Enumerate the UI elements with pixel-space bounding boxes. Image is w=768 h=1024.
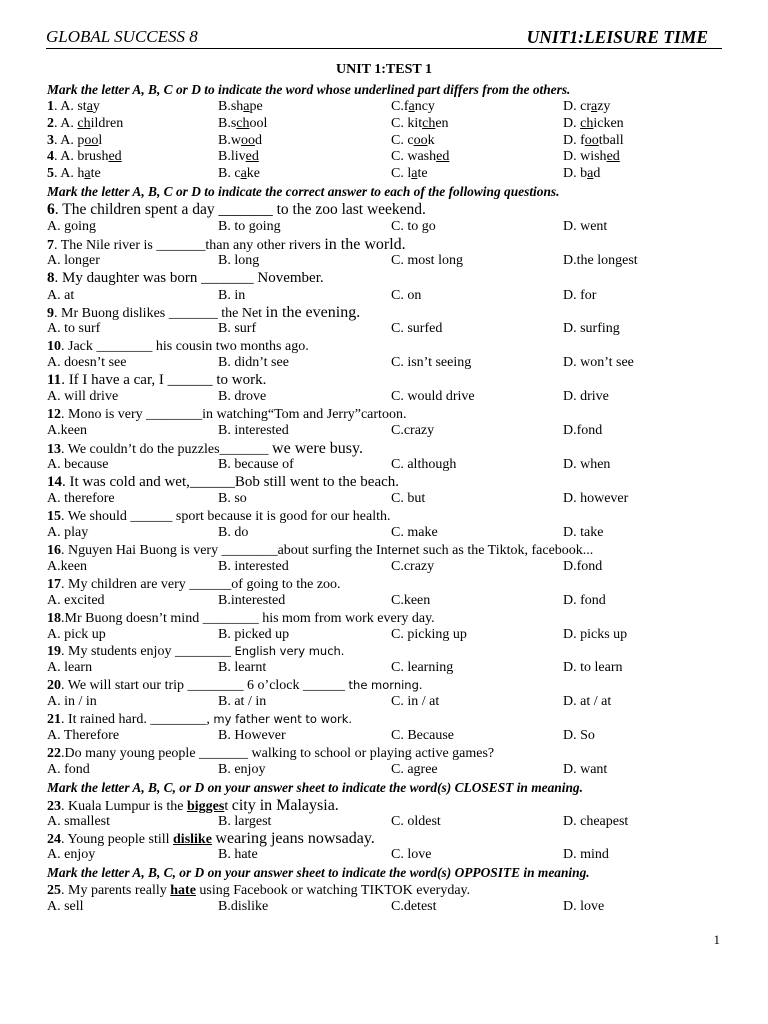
option-a: A. going xyxy=(47,219,96,235)
option-b: B. didn’t see xyxy=(218,355,289,371)
option-a xyxy=(47,133,102,150)
options-row xyxy=(47,559,727,576)
question-stem xyxy=(47,406,727,423)
option-c: C.crazy xyxy=(391,558,435,574)
option-d: D. cheapest xyxy=(563,813,629,829)
option-a: A. longer xyxy=(47,253,100,269)
option-a: A.keen xyxy=(47,423,88,439)
option-text: k xyxy=(427,132,435,148)
option-text: C. l xyxy=(391,166,412,182)
question-stem xyxy=(47,797,727,814)
question-number: 18 xyxy=(47,610,61,626)
options-row xyxy=(47,593,727,610)
question-stem xyxy=(47,542,727,559)
option-d: D. picks up xyxy=(563,626,628,642)
question-number: 7 xyxy=(47,238,54,254)
underlined-part: ch xyxy=(580,115,594,131)
question-text: . The children spent a day _______ to the zoo last weekend. xyxy=(54,200,426,218)
option-text: D. b xyxy=(563,166,588,182)
question-stem xyxy=(47,474,727,492)
option-b: B. because of xyxy=(218,457,294,473)
option-a: A. Therefore xyxy=(47,727,120,743)
option-a: A. pick up xyxy=(47,626,106,642)
question-stem xyxy=(47,830,727,847)
option-b: B. in xyxy=(218,287,246,303)
question-number: 8 xyxy=(47,270,55,287)
option-b xyxy=(218,116,267,133)
option-text: pe xyxy=(249,99,263,114)
number-dot: . xyxy=(54,115,61,131)
option-text: ke xyxy=(246,166,260,182)
option-b: B. long xyxy=(218,253,260,269)
question-number: 11 xyxy=(47,371,62,388)
question-text: . We should ______ sport because it is good for our health. xyxy=(61,509,391,525)
test-content xyxy=(47,81,727,916)
option-b: B. drove xyxy=(218,389,267,405)
option-c: C. in / at xyxy=(391,694,440,710)
option-c: C. learning xyxy=(391,660,454,676)
options-row xyxy=(47,457,727,474)
question-number: 23 xyxy=(47,798,61,814)
options-row xyxy=(47,728,727,745)
options-row xyxy=(47,423,727,440)
option-d: D. love xyxy=(563,899,605,915)
underlined-part: ed xyxy=(606,149,620,165)
option-b: B. hate xyxy=(218,847,258,863)
question-number: 12 xyxy=(47,407,61,423)
option-c: C. love xyxy=(391,847,432,863)
question-stem xyxy=(47,236,727,253)
option-text: icken xyxy=(593,115,624,131)
option-c: C. surfed xyxy=(391,321,443,337)
underlined-part: ed xyxy=(245,149,259,165)
question-text: . The Nile river is _______than any other rivers xyxy=(54,238,325,254)
underlined-part: ch xyxy=(77,115,91,131)
option-d: D. for xyxy=(563,287,597,303)
question-stem xyxy=(47,882,727,899)
option-a: A. enjoy xyxy=(47,847,96,863)
question-stem xyxy=(47,338,727,355)
option-a: A. because xyxy=(47,457,109,473)
page-number: 1 xyxy=(713,932,720,947)
question-number: 13 xyxy=(47,442,61,458)
option-a: A. at xyxy=(47,287,75,303)
question-number: 5 xyxy=(47,166,54,182)
options-row xyxy=(47,694,727,711)
question-stem xyxy=(47,745,727,762)
option-c xyxy=(391,99,435,116)
underlined-part: a xyxy=(84,166,91,182)
question-number: 16 xyxy=(47,542,61,558)
option-d: D. want xyxy=(563,761,608,777)
question-stem xyxy=(47,576,727,593)
option-text: d xyxy=(254,132,262,148)
option-text: ncy xyxy=(414,99,435,114)
option-b: B. surf xyxy=(218,321,257,337)
question-text: . Nguyen Hai Buong is very ________about surfing the Internet such as the Tiktok, facebook... xyxy=(61,542,594,558)
question-number: 15 xyxy=(47,509,61,525)
question-tail: in the world. xyxy=(324,236,406,254)
option-d xyxy=(563,149,620,166)
underlined-part: a xyxy=(86,99,93,114)
options-row xyxy=(47,149,727,166)
question-number: 20 xyxy=(47,678,61,694)
options-row xyxy=(47,288,727,305)
option-d xyxy=(563,99,610,116)
question-text: . Kuala Lumpur is the xyxy=(61,798,187,814)
option-text: A. p xyxy=(60,132,85,148)
option-b: B. so xyxy=(218,491,247,507)
option-b: B. interested xyxy=(218,423,289,439)
option-text: te xyxy=(417,166,428,182)
question-stem xyxy=(47,677,727,694)
option-d: D.fond xyxy=(563,423,603,439)
option-b: B. to going xyxy=(218,219,281,235)
options-row xyxy=(47,355,727,372)
question-stem xyxy=(47,270,727,288)
option-text: A. xyxy=(60,115,78,131)
question-stem xyxy=(47,304,727,321)
option-d: D. drive xyxy=(563,389,609,405)
underlined-part: ch xyxy=(422,115,436,131)
header-left: GLOBAL SUCCESS 8 xyxy=(46,27,198,46)
underlined-part: oo xyxy=(240,132,255,148)
question-number: 17 xyxy=(47,576,61,592)
underlined-part: oo xyxy=(84,132,99,148)
option-a xyxy=(47,149,122,166)
number-dot: . xyxy=(54,166,61,182)
question-text: using Facebook or watching TIKTOK everyday. xyxy=(195,883,471,899)
question-text: . It rained hard. ________, xyxy=(61,711,214,727)
option-b xyxy=(218,133,262,150)
option-text: A. h xyxy=(60,166,85,182)
option-text: B.sh xyxy=(218,99,244,114)
option-c: C. but xyxy=(391,491,426,507)
question-number: 9 xyxy=(47,306,54,322)
options-row xyxy=(47,389,727,406)
option-b: B. However xyxy=(218,727,286,743)
question-text: . My children are very ______of going to the zoo. xyxy=(61,576,341,592)
option-a xyxy=(47,166,101,183)
question-text: . My daughter was born _______ November. xyxy=(54,270,324,287)
number-dot: . xyxy=(54,99,61,114)
option-c: C. agree xyxy=(391,761,438,777)
question-text: . It was cold and wet,______Bob still went to the beach. xyxy=(62,473,400,490)
question-number: 3 xyxy=(47,132,54,148)
options-row xyxy=(47,253,727,270)
option-text: C. kit xyxy=(391,115,423,131)
option-text: A. st xyxy=(60,99,87,114)
question-text: . Mr Buong dislikes _______ the Net xyxy=(54,306,266,322)
option-b: B. at / in xyxy=(218,694,267,710)
option-b: B. largest xyxy=(218,813,272,829)
option-a: A. will drive xyxy=(47,389,119,405)
option-a: A. play xyxy=(47,525,89,541)
option-c xyxy=(391,133,435,150)
options-row xyxy=(47,133,727,150)
option-a: A.keen xyxy=(47,558,88,574)
option-d: D. went xyxy=(563,219,608,235)
option-d: D. when xyxy=(563,457,611,473)
option-d: D.fond xyxy=(563,558,603,574)
question-text: . My students enjoy ________ xyxy=(61,644,235,660)
question-tail: my father went to work. xyxy=(213,711,353,726)
question-number: 25 xyxy=(47,883,61,899)
option-b: B. picked up xyxy=(218,626,290,642)
option-text: D. cr xyxy=(563,99,591,114)
underlined-part: a xyxy=(243,99,250,114)
options-row xyxy=(47,762,727,779)
option-text: C. c xyxy=(391,132,414,148)
underlined-part: a xyxy=(591,99,598,114)
option-c: C. make xyxy=(391,525,438,541)
underlined-part: ed xyxy=(108,149,122,165)
question-tail: city in Malaysia. xyxy=(231,796,339,814)
question-tail: in the evening. xyxy=(265,304,361,322)
option-text: B.s xyxy=(218,115,237,131)
option-d: D. mind xyxy=(563,847,609,863)
question-number: 10 xyxy=(47,339,61,355)
option-text: te xyxy=(90,166,101,182)
question-number: 6 xyxy=(47,200,55,218)
option-c: C. would drive xyxy=(391,389,475,405)
option-b: B.dislike xyxy=(218,899,269,915)
option-b xyxy=(218,149,259,166)
option-text: D. wish xyxy=(563,149,607,165)
option-a: A. sell xyxy=(47,899,84,915)
option-d xyxy=(563,166,600,183)
option-a: A. doesn’t see xyxy=(47,355,127,371)
option-b: B.interested xyxy=(218,592,286,608)
option-d: D. surfing xyxy=(563,321,620,337)
option-a: A. therefore xyxy=(47,491,115,507)
option-a: A. in / in xyxy=(47,694,97,710)
options-row xyxy=(47,660,727,677)
option-d: D. take xyxy=(563,525,604,541)
option-text: B.liv xyxy=(218,149,246,165)
question-number: 21 xyxy=(47,711,61,727)
option-b: B. enjoy xyxy=(218,761,266,777)
options-row xyxy=(47,99,727,116)
option-text: d xyxy=(593,166,601,182)
option-d: D. to learn xyxy=(563,660,623,676)
option-text: C.f xyxy=(391,99,409,114)
option-c: C. Because xyxy=(391,727,454,743)
option-a: A. excited xyxy=(47,592,105,608)
question-number: 14 xyxy=(47,473,62,490)
page-header xyxy=(46,26,722,49)
option-d: D. fond xyxy=(563,592,606,608)
question-tail: English very much. xyxy=(234,644,345,659)
option-b: B. interested xyxy=(218,558,289,574)
question-text: .Do many young people _______ walking to school or playing active games? xyxy=(61,745,495,761)
option-a xyxy=(47,116,123,133)
question-stem xyxy=(47,372,727,390)
option-text: zy xyxy=(597,99,611,114)
option-c: C. to go xyxy=(391,219,436,235)
option-c xyxy=(391,116,449,133)
option-text: ildren xyxy=(90,115,124,131)
option-a xyxy=(47,99,100,116)
key-word: dislike xyxy=(173,832,212,848)
question-text: . We couldn’t do the puzzles_______ xyxy=(61,442,273,458)
options-row xyxy=(47,814,727,831)
option-a: A. smallest xyxy=(47,813,110,829)
key-word: bigges xyxy=(186,798,225,814)
options-row xyxy=(47,847,727,864)
options-row xyxy=(47,166,727,183)
option-c: C. oldest xyxy=(391,813,441,829)
underlined-part: a xyxy=(240,166,247,182)
option-b xyxy=(218,99,263,116)
question-stem xyxy=(47,711,727,728)
option-text: D. f xyxy=(563,132,585,148)
option-c xyxy=(391,166,428,183)
underlined-part: oo xyxy=(413,132,428,148)
question-text: t xyxy=(224,798,232,814)
option-c xyxy=(391,149,449,166)
question-number: 1 xyxy=(47,99,54,114)
question-number: 4 xyxy=(47,149,54,165)
options-row xyxy=(47,491,727,508)
question-text: . If I have a car, I ______ to work. xyxy=(61,371,267,388)
section-instruction: Mark the letter A, B, C, or D on your answer sheet to indicate the word(s) CLOSEST in meaning. xyxy=(47,779,583,795)
option-c: C. isn’t seeing xyxy=(391,355,472,371)
section-instruction: Mark the letter A, B, C, or D on your answer sheet to indicate the word(s) OPPOSITE in meaning. xyxy=(47,865,590,881)
option-a: A. learn xyxy=(47,660,93,676)
underlined-part: oo xyxy=(584,132,599,148)
option-a: A. to surf xyxy=(47,321,101,337)
number-dot: . xyxy=(54,132,61,148)
question-stem xyxy=(47,610,727,627)
option-text: D. xyxy=(563,115,581,131)
section-instruction: Mark the letter A, B, C or D to indicate the word whose underlined part differs from the others. xyxy=(47,82,571,97)
underlined-part: ch xyxy=(236,115,250,131)
question-text: . My parents really xyxy=(61,883,171,899)
option-c: C. on xyxy=(391,287,422,303)
option-text: tball xyxy=(598,132,624,148)
option-text: C. wash xyxy=(391,149,437,165)
question-tail: wearing jeans nowsaday. xyxy=(215,830,375,848)
option-d: D. however xyxy=(563,491,629,507)
option-c: C. picking up xyxy=(391,626,467,642)
option-c: C. although xyxy=(391,457,457,473)
option-text: A. brush xyxy=(60,149,109,165)
option-text: l xyxy=(98,132,103,148)
options-row xyxy=(47,899,727,916)
question-number: 24 xyxy=(47,832,61,848)
option-text: ool xyxy=(249,115,268,131)
question-tail: we were busy. xyxy=(272,440,363,458)
question-stem xyxy=(47,643,727,660)
question-text: .Mr Buong doesn’t mind ________ his mom from work every day. xyxy=(61,610,435,626)
key-word: hate xyxy=(170,883,196,899)
option-c: C.keen xyxy=(391,592,431,608)
question-text: . Jack ________ his cousin two months ago. xyxy=(61,339,309,355)
question-number: 2 xyxy=(47,115,54,131)
option-c: C.detest xyxy=(391,899,437,915)
options-row xyxy=(47,321,727,338)
options-row xyxy=(47,627,727,644)
underlined-part: a xyxy=(411,166,418,182)
option-text: y xyxy=(92,99,100,114)
underlined-part: ed xyxy=(436,149,450,165)
option-b xyxy=(218,166,260,183)
question-tail: the morning. xyxy=(348,678,423,693)
question-stem xyxy=(47,440,727,457)
option-d xyxy=(563,116,624,133)
options-row xyxy=(47,219,727,236)
options-row xyxy=(47,116,727,133)
question-text: . Mono is very ________in watching“Tom and Jerry”cartoon. xyxy=(61,407,407,423)
test-title: UNIT 1:TEST 1 xyxy=(336,62,432,77)
option-d: D. won’t see xyxy=(563,355,634,371)
option-b: B. do xyxy=(218,525,249,541)
question-stem xyxy=(47,508,727,525)
option-d: D. So xyxy=(563,727,595,743)
question-text: . We will start our trip ________ 6 o’clock ______ xyxy=(61,678,349,694)
option-d: D. at / at xyxy=(563,694,612,710)
header-right: UNIT1:LEISURE TIME xyxy=(526,27,708,47)
option-b: B. learnt xyxy=(218,660,267,676)
option-text: B.w xyxy=(218,132,241,148)
option-a: A. fond xyxy=(47,761,90,777)
option-c: C. most long xyxy=(391,253,463,269)
options-row xyxy=(47,525,727,542)
question-stem xyxy=(47,201,727,220)
option-d xyxy=(563,133,624,150)
option-text: en xyxy=(435,115,449,131)
section-instruction: Mark the letter A, B, C or D to indicate the correct answer to each of the following questions. xyxy=(47,183,560,199)
option-d: D.the longest xyxy=(563,253,638,269)
question-text: . Young people still xyxy=(61,832,174,848)
underlined-part: a xyxy=(587,166,594,182)
option-text: B. c xyxy=(218,166,241,182)
underlined-part: a xyxy=(408,99,415,114)
question-number: 22 xyxy=(47,745,61,761)
number-dot: . xyxy=(54,149,61,165)
question-number: 19 xyxy=(47,644,61,660)
option-c: C.crazy xyxy=(391,423,435,439)
